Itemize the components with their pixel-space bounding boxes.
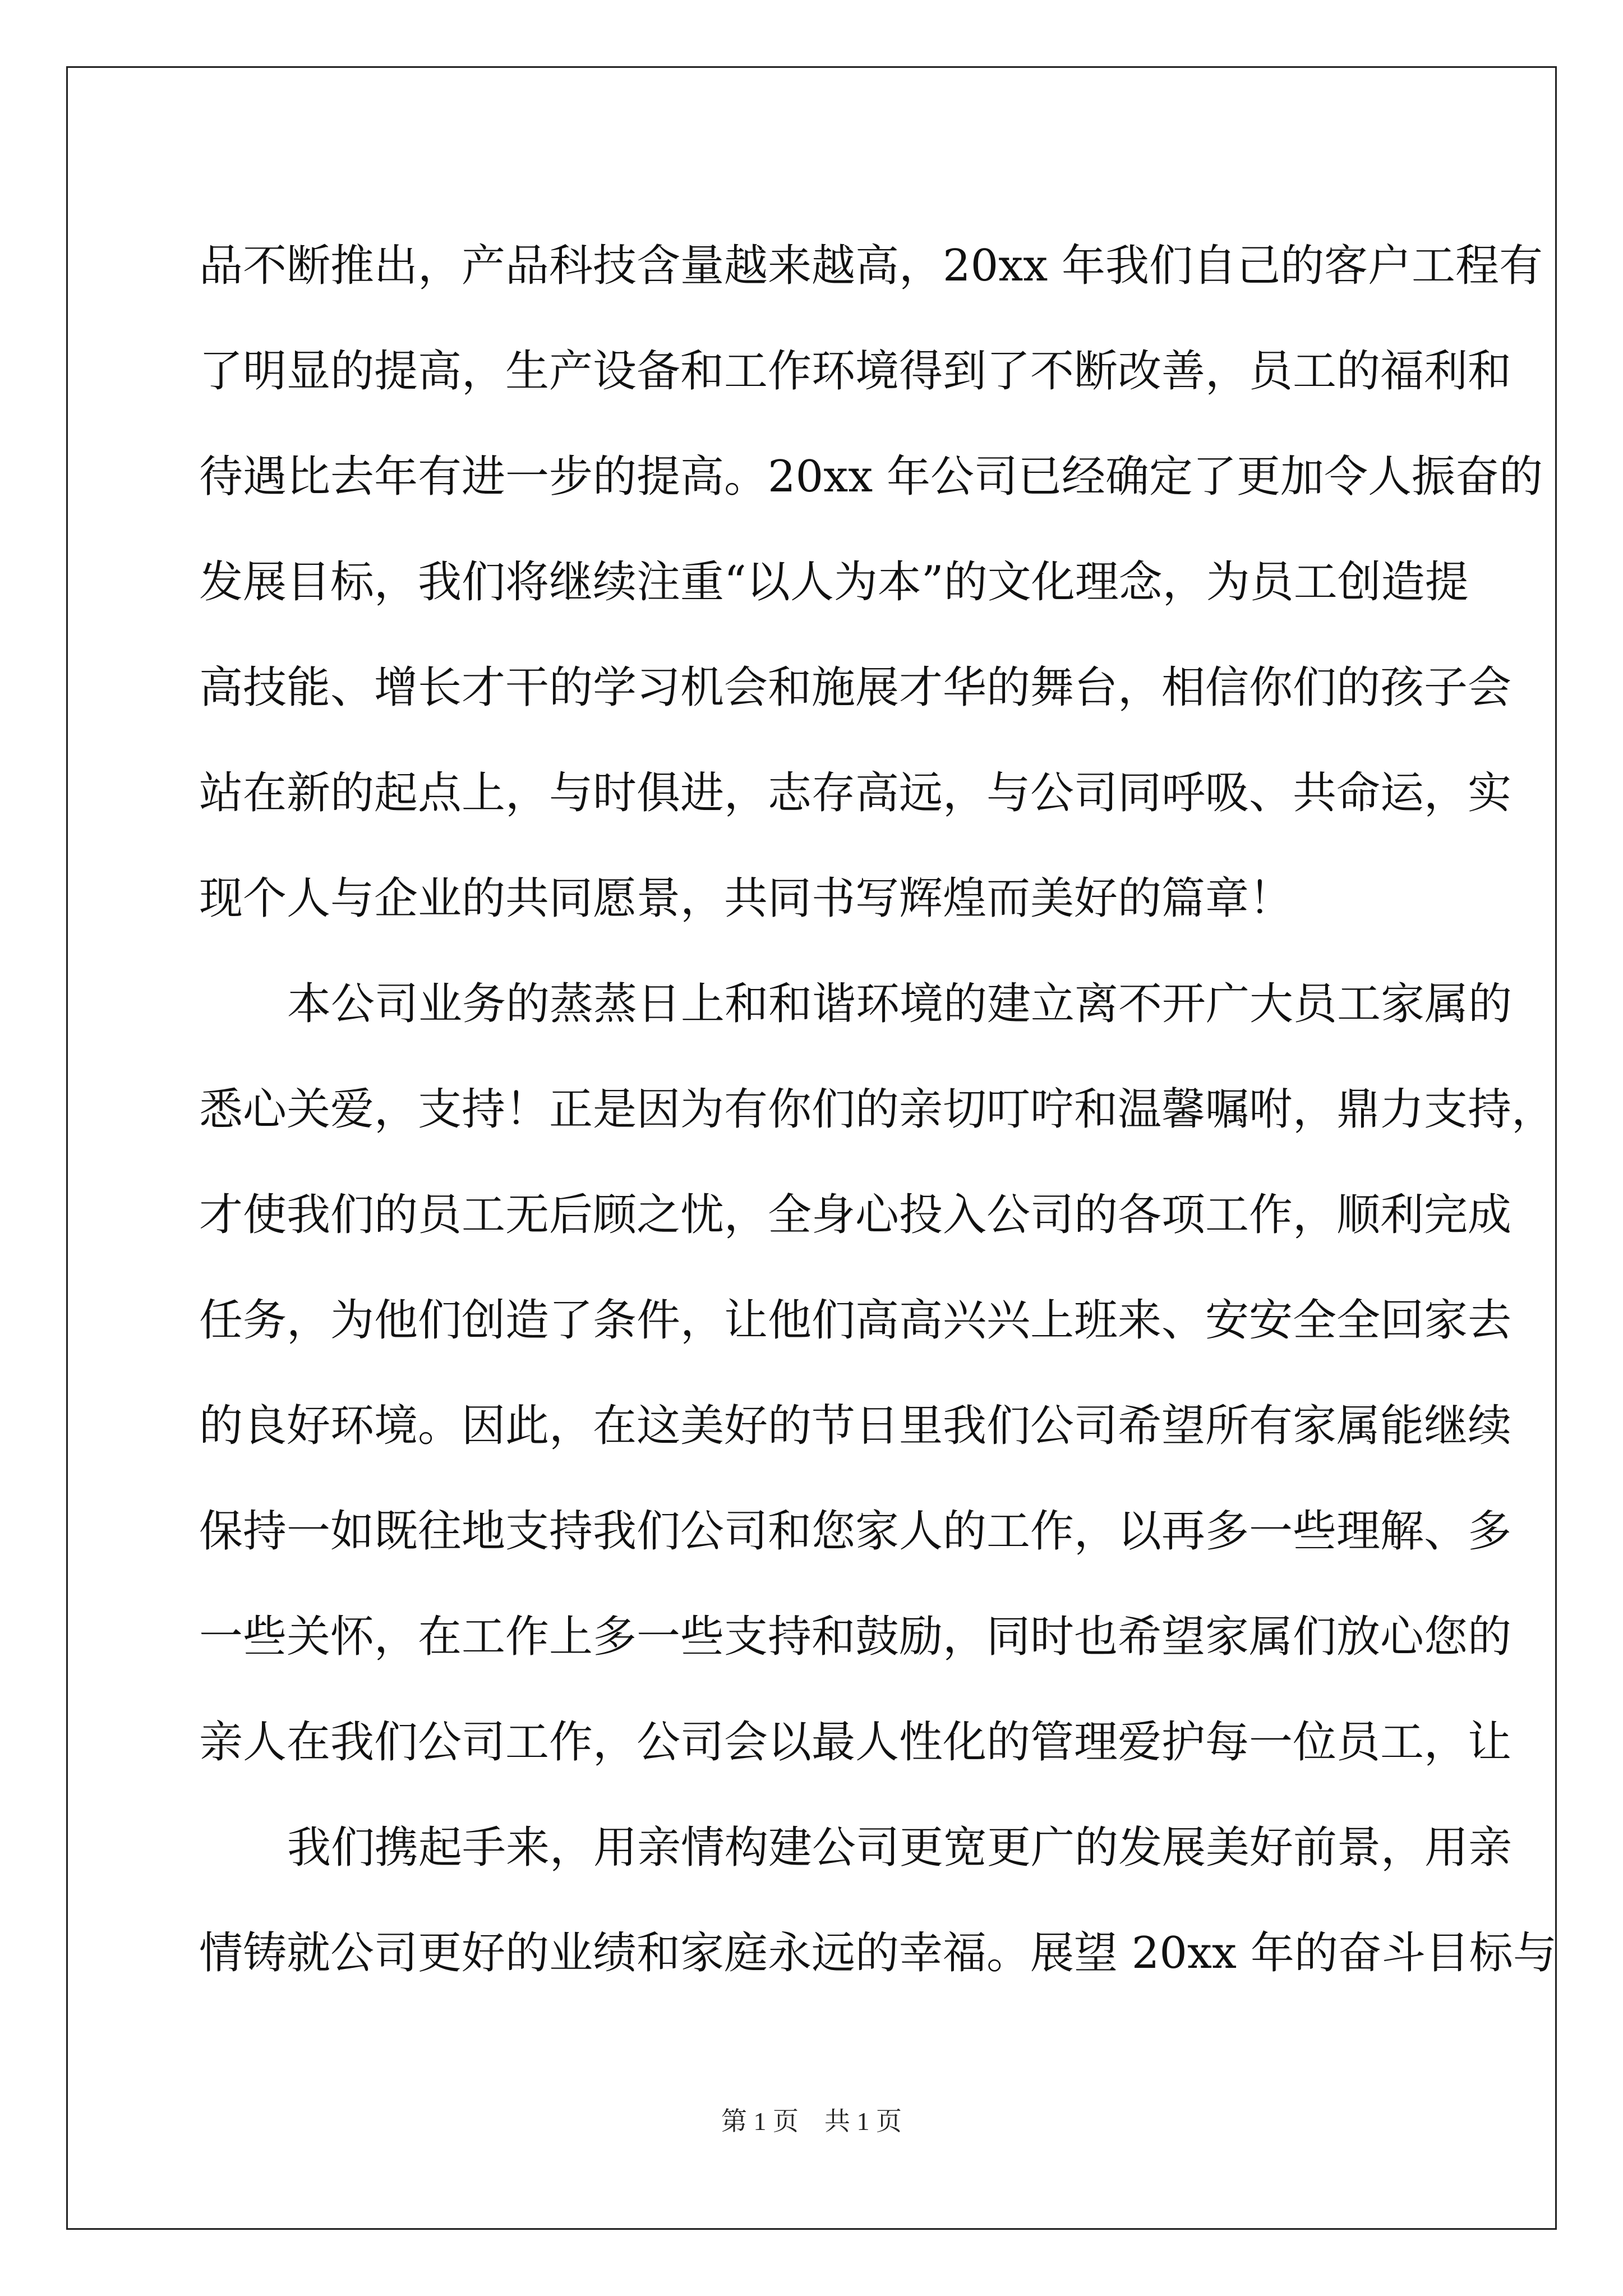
text-line: 品不断推出，产品科技含量越来越高，20xx 年我们自己的客户工程有 (199, 241, 1543, 291)
paragraph-first-line: 本公司业务的蒸蒸日上和和谐环境的建立离不开广大员工家属的 (287, 979, 1513, 1029)
paragraph-first-line: 我们携起手来，用亲情构建公司更宽更广的发展美好前景，用亲 (287, 1823, 1513, 1873)
text-line: 了明显的提高，生产设备和工作环境得到了不断改善，员工的福利和 (199, 346, 1512, 397)
text-line: 情铸就公司更好的业绩和家庭永远的幸福。展望 20xx 年的奋斗目标与 (199, 1928, 1557, 1978)
text-line: 任务，为他们创造了条件，让他们高高兴兴上班来、安安全全回家去 (199, 1295, 1512, 1346)
text-line: 待遇比去年有进一步的提高。20xx 年公司已经确定了更加令人振奋的 (199, 452, 1543, 502)
text-line: 才使我们的员工无后顾之忧，全身心投入公司的各项工作，顺利完成 (199, 1190, 1512, 1240)
text-line: 保持一如既往地支持我们公司和您家人的工作，以再多一些理解、多 (199, 1506, 1512, 1557)
text-line: 发展目标，我们将继续注重“以人为本”的文化理念，为员工创造提 (199, 557, 1469, 608)
document-body (199, 213, 1557, 2006)
text-line: 的良好环境。因此，在这美好的节日里我们公司希望所有家属能继续 (199, 1401, 1512, 1451)
text-line: 亲人在我们公司工作，公司会以最人性化的管理爱护每一位员工，让 (199, 1717, 1512, 1768)
text-line: 一些关怀，在工作上多一些支持和鼓励，同时也希望家属们放心您的 (199, 1612, 1512, 1662)
text-line: 现个人与企业的共同愿景，共同书写辉煌而美好的篇章！ (199, 873, 1293, 924)
page-number-footer: 第 1 页 共 1 页 (721, 2107, 902, 2136)
text-line: 悉心关爱，支持！正是因为有你们的亲切叮咛和温馨嘱咐，鼎力支持， (199, 1084, 1556, 1135)
text-line: 站在新的起点上，与时俱进，志存高远，与公司同呼吸、共命运，实 (199, 768, 1512, 818)
text-line: 高技能、增长才干的学习机会和施展才华的舞台，相信你们的孩子会 (199, 662, 1512, 713)
